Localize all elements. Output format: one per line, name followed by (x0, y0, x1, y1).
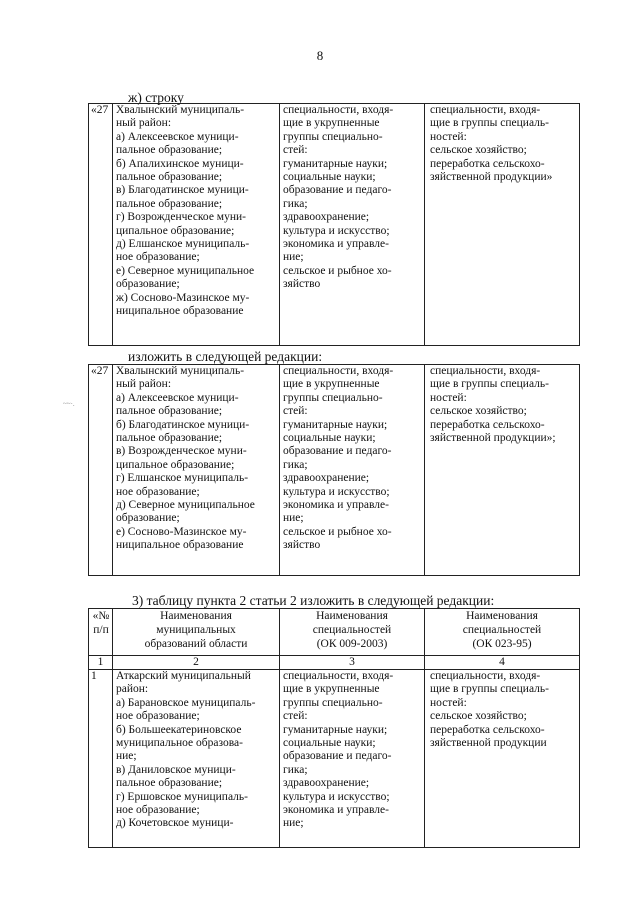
cell-line: образование и педаго- (283, 750, 392, 763)
cell-line: сельское хозяйство; (430, 710, 527, 723)
cell-line: стей: (283, 405, 308, 418)
cell-line: г) Возрожденческое муни- (116, 211, 246, 224)
cell-line: гуманитарные науки; (283, 157, 388, 170)
cell-line: гика; (283, 197, 308, 210)
table-row (89, 365, 580, 576)
cell-line: образование; (116, 278, 180, 291)
cell-line: Хвалынский муниципаль- (116, 104, 245, 116)
cell-line: социальные науки; (283, 432, 376, 445)
cell-line: щие в укрупненные (283, 683, 380, 696)
cell-line: (ОК 023-95) (472, 638, 532, 650)
cell-line: зяйственной продукции»; (430, 432, 556, 445)
cell-line: Наименования (160, 610, 232, 622)
cell-line: ципальное образование; (116, 458, 235, 471)
specialties-ok009-cell (280, 104, 425, 346)
row-number: «27 (89, 104, 113, 346)
specialties-ok009-cell (280, 365, 425, 576)
cell-line: гика; (283, 763, 308, 776)
cell-line: образование и педаго- (283, 184, 392, 197)
header-number (89, 609, 113, 656)
new-row-table (88, 364, 580, 576)
cell-line: гика; (283, 458, 308, 471)
cell-line: ципальное образование; (116, 224, 235, 237)
cell-line: пальное образование; (116, 144, 223, 157)
cell-line: культура и искусство; (283, 485, 390, 498)
cell-line: образование и педаго- (283, 445, 392, 458)
cell-line: группы специально- (283, 696, 383, 709)
cell-line: щие в укрупненные (283, 117, 380, 130)
cell-line: переработка сельскохо- (430, 723, 545, 736)
cell-line: сельское хозяйство; (430, 405, 527, 418)
cell-line: гуманитарные науки; (283, 418, 388, 431)
column-index: 3 (280, 656, 425, 670)
cell-line: пальное образование; (116, 171, 223, 184)
cell-line: щие в группы специаль- (430, 683, 549, 696)
cell-line: г) Елшанское муниципаль- (116, 472, 249, 485)
cell-line: д) Северное муниципальное (116, 499, 255, 512)
cell-line: б) Благодатинское муници- (116, 418, 250, 431)
cell-line: группы специально- (283, 130, 383, 143)
specialties-table (88, 608, 580, 848)
cell-line: е) Сосново-Мазинское му- (116, 525, 247, 538)
cell-line: социальные науки; (283, 737, 376, 750)
cell-line: зяйственной продукции» (430, 171, 553, 184)
cell-line: п/п (93, 624, 109, 636)
cell-line: ностей: (430, 696, 467, 709)
cell-line: ный район: (116, 378, 172, 391)
column-index-row (89, 656, 580, 670)
cell-line: д) Кочетовское муници- (116, 817, 234, 830)
cell-line: экономика и управле- (283, 238, 389, 251)
cell-line: экономика и управле- (283, 804, 389, 817)
cell-line: щие в группы специаль- (430, 117, 549, 130)
table-header-row (89, 609, 580, 656)
scan-artifact: ~~·. (63, 400, 75, 408)
cell-line: культура и искусство; (283, 790, 390, 803)
cell-line: здравоохранение; (283, 472, 370, 485)
row-number: 1 (89, 670, 113, 848)
cell-line: культура и искусство; (283, 224, 390, 237)
cell-line: зяйство (283, 278, 321, 291)
cell-line: б) Большеекатериновское (116, 723, 242, 736)
cell-line: социальные науки; (283, 171, 376, 184)
column-index: 4 (425, 656, 580, 670)
cell-line: пальное образование; (116, 197, 223, 210)
cell-line: ниципальное образование (116, 305, 244, 318)
cell-line: д) Елшанское муниципаль- (116, 238, 250, 251)
cell-line: специальности, входя- (430, 365, 541, 377)
municipality-cell (113, 104, 280, 346)
cell-line: ние; (116, 750, 137, 763)
cell-line: Хвалынский муниципаль- (116, 365, 245, 377)
cell-line: а) Алексеевское муници- (116, 130, 239, 143)
table-row (89, 670, 580, 848)
page-number: 8 (316, 48, 324, 63)
amendment-intro-new: изложить в следующей редакции: (128, 349, 323, 364)
cell-line: специальности, входя- (430, 670, 541, 682)
header-ok023 (425, 609, 580, 656)
cell-line: муниципальное образова- (116, 737, 243, 750)
cell-line: зяйственной продукции (430, 737, 547, 750)
header-ok009 (280, 609, 425, 656)
cell-line: ние; (283, 817, 304, 830)
row-number: «27 (89, 365, 113, 576)
cell-line: сельское хозяйство; (430, 144, 527, 157)
cell-line: пальное образование; (116, 432, 223, 445)
cell-line: ностей: (430, 130, 467, 143)
cell-line: пальное образование; (116, 405, 223, 418)
cell-line: ж) Сосново-Мазинское му- (116, 291, 250, 304)
amendment-intro-target: ж) строку (128, 90, 184, 105)
cell-line: ние; (283, 512, 304, 525)
specialties-ok023-cell (425, 365, 580, 576)
column-index: 2 (113, 656, 280, 670)
column-index: 1 (89, 656, 113, 670)
cell-line: в) Даниловское муници- (116, 763, 236, 776)
cell-line: ное образование; (116, 710, 200, 723)
cell-line: е) Северное муниципальное (116, 264, 255, 277)
cell-line: образований области (144, 638, 248, 650)
cell-line: (ОК 009-2003) (316, 638, 388, 650)
cell-line: здравоохранение; (283, 777, 370, 790)
cell-line: г) Ершовское муниципаль- (116, 790, 248, 803)
cell-line: б) Апалихинское муници- (116, 157, 244, 170)
header-municipalities (113, 609, 280, 656)
cell-line: щие в группы специаль- (430, 378, 549, 391)
cell-line: район: (116, 683, 149, 696)
table-row (89, 104, 580, 346)
cell-line: «№ (92, 610, 110, 622)
amendment-intro-table: 3) таблицу пункта 2 статьи 2 изложить в следующей редакции: (132, 593, 495, 608)
cell-line: Наименования (316, 610, 388, 622)
cell-line: специальности, входя- (430, 104, 541, 116)
cell-line: ное образование; (116, 804, 200, 817)
cell-line: в) Возрожденческое муни- (116, 445, 247, 458)
cell-line: в) Благодатинское муници- (116, 184, 249, 197)
cell-line: ниципальное образование (116, 539, 244, 552)
cell-line: стей: (283, 710, 308, 723)
specialties-ok023-cell (425, 104, 580, 346)
cell-line: переработка сельскохо- (430, 418, 545, 431)
specialties-ok023-cell (425, 670, 580, 848)
cell-line: ный район: (116, 117, 172, 130)
cell-line: а) Барановское муниципаль- (116, 696, 256, 709)
cell-line: стей: (283, 144, 308, 157)
cell-line: специальности, входя- (283, 670, 394, 682)
cell-line: специальности, входя- (283, 365, 394, 377)
specialties-ok009-cell (280, 670, 425, 848)
cell-line: гуманитарные науки; (283, 723, 388, 736)
cell-line: ние; (283, 251, 304, 264)
cell-line: специальности, входя- (283, 104, 394, 116)
cell-line: а) Алексеевское муници- (116, 391, 239, 404)
original-row-table (88, 103, 580, 346)
cell-line: переработка сельскохо- (430, 157, 545, 170)
municipality-cell (113, 365, 280, 576)
cell-line: ностей: (430, 391, 467, 404)
cell-line: Наименования (466, 610, 538, 622)
cell-line: пальное образование; (116, 777, 223, 790)
cell-line: Аткарский муниципальный (116, 670, 251, 682)
municipality-cell (113, 670, 280, 848)
cell-line: зяйство (283, 539, 321, 552)
cell-line: экономика и управле- (283, 499, 389, 512)
cell-line: специальностей (462, 624, 542, 636)
cell-line: специальностей (312, 624, 392, 636)
cell-line: группы специально- (283, 391, 383, 404)
cell-line: сельское и рыбное хо- (283, 525, 392, 538)
cell-line: муниципальных (156, 624, 236, 636)
cell-line: здравоохранение; (283, 211, 370, 224)
cell-line: ное образование; (116, 485, 200, 498)
cell-line: сельское и рыбное хо- (283, 264, 392, 277)
cell-line: образование; (116, 512, 180, 525)
cell-line: ное образование; (116, 251, 200, 264)
cell-line: щие в укрупненные (283, 378, 380, 391)
